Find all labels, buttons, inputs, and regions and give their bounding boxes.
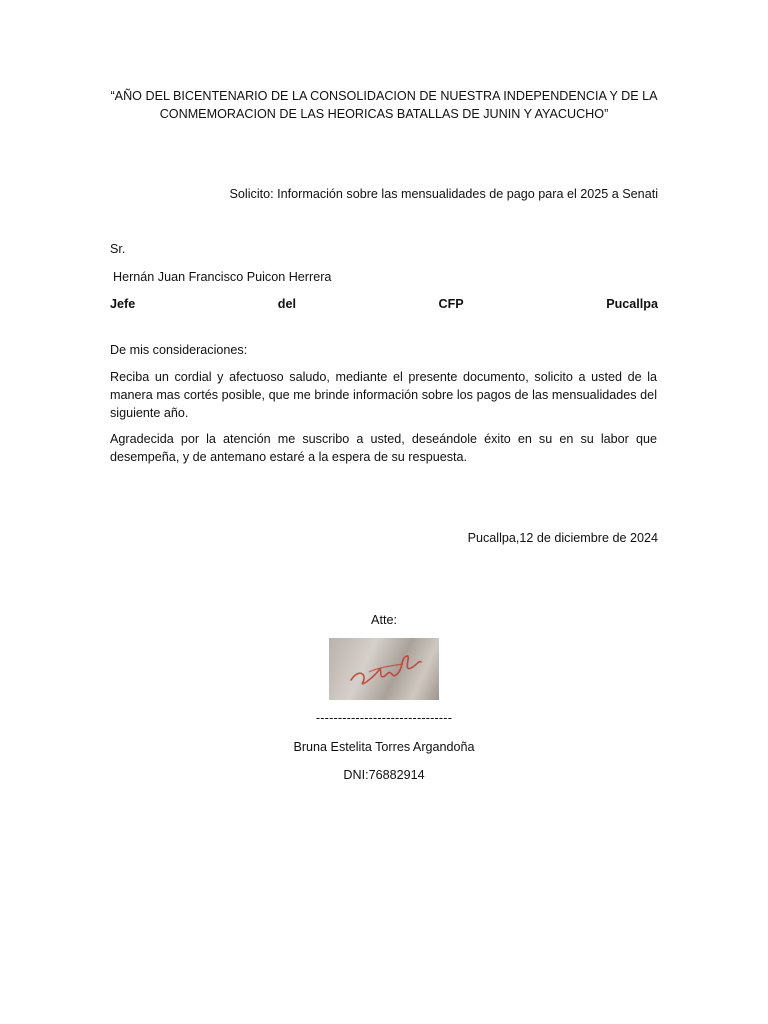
handwritten-signature-image	[329, 638, 439, 700]
recipient-name: Hernán Juan Francisco Puicon Herrera	[113, 270, 332, 284]
motto-line-1: “AÑO DEL BICENTENARIO DE LA CONSOLIDACION DE NUESTRA INDEPENDENCIA Y DE LA	[110, 89, 658, 103]
signer-name: Bruna Estelita Torres Argandoña	[293, 740, 475, 754]
signature-scribble	[329, 638, 439, 700]
motto-line-2: CONMEMORACION DE LAS HEORICAS BATALLAS DE JUNIN Y AYACUCHO”	[159, 107, 609, 121]
date-line: Pucallpa,12 de diciembre de 2024	[467, 531, 658, 545]
body-paragraph-request: Reciba un cordial y afectuoso saludo, mediante el presente documento, solicito a usted de la manera mas cortés posible, que me brinde información sobre los pagos de las mensualidades del siguiente año.	[110, 370, 657, 420]
signer-dni: DNI:76882914	[343, 768, 425, 782]
recipient-title-word: Pucallpa	[606, 297, 658, 311]
recipient-title-word: del	[277, 297, 296, 311]
closing-atte: Atte:	[371, 613, 397, 627]
salutation: Sr.	[110, 242, 126, 256]
subject-line: Solicito: Información sobre las mensualidades de pago para el 2025 a Senati	[229, 187, 658, 201]
signature-line: -------------------------------	[315, 711, 453, 725]
recipient-title-word: Jefe	[110, 297, 136, 311]
greeting: De mis consideraciones:	[110, 343, 248, 357]
body-paragraph-thanks: Agradecida por la atención me suscribo a usted, deseándole éxito en su en su labor que desempeña, y de antemano estaré a la espera de su respuesta.	[110, 432, 657, 464]
recipient-title-word: CFP	[438, 297, 464, 311]
document-motto	[110, 87, 658, 123]
recipient-title	[110, 295, 658, 313]
